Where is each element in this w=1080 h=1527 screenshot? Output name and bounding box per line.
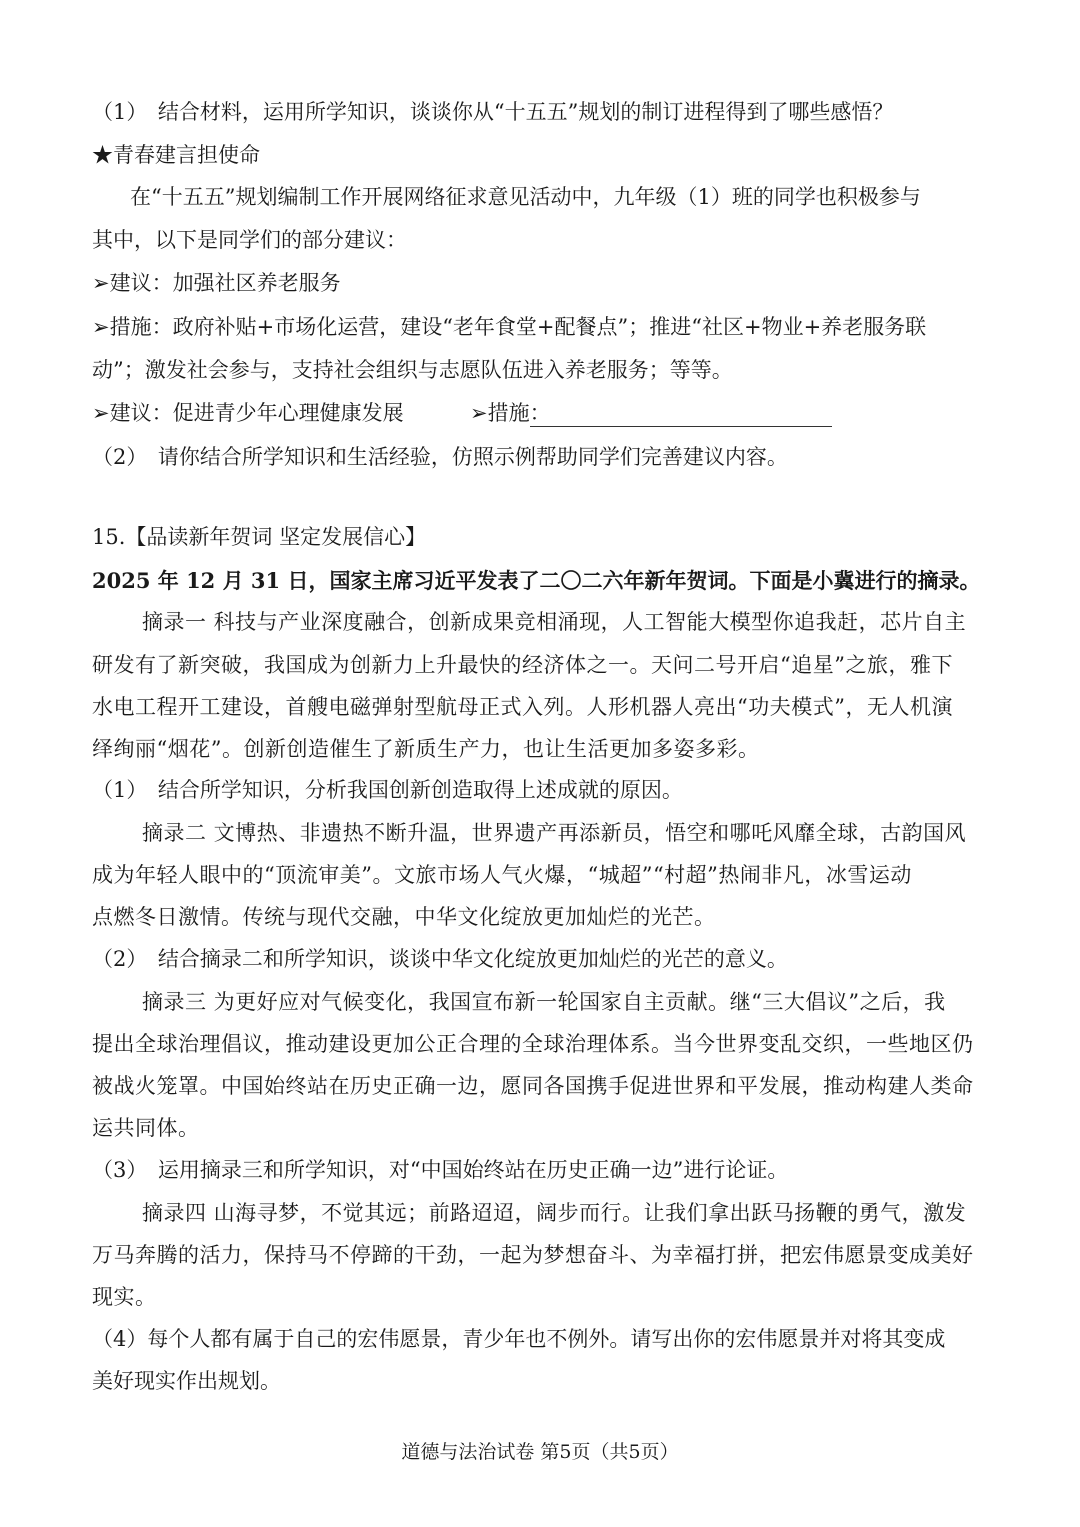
excerpt-3: 摘录三 为更好应对气候变化，我国宣布新一轮国家自主贡献。继“三大倡议”之后，我 [142, 990, 946, 1014]
suggestion-2: ➢建议：促进青少年心理健康发展 [92, 401, 404, 425]
intro-text: 在“十五五”规划编制工作开展网络征求意见活动中，九年级（1）班的同学也积极参与 [130, 185, 921, 209]
measure-2-label: ➢措施： [470, 401, 551, 425]
question-14-1: （1） 结合材料，运用所学知识，谈谈你从“十五五”规划的制订进程得到了哪些感悟？ [92, 100, 894, 124]
excerpt-2: 成为年轻人眼中的“顶流审美”。文旅市场人气火爆，“城超”“村超”热闹非凡，冰雪运动 [92, 863, 912, 887]
measure-1: 动”；激发社会参与，支持社会组织与志愿队伍进入养老服务；等等。 [92, 358, 733, 382]
measure-1: ➢措施：政府补贴+市场化运营，建设“老年食堂+配餐点”；推进“社区+物业+养老服务联 [92, 315, 927, 339]
question-15-4: 美好现实作出规划。 [92, 1369, 281, 1393]
excerpt-3: 提出全球治理倡议，推动建设更加公正合理的全球治理体系。当今世界变乱交织，一些地区仍 [92, 1032, 974, 1056]
excerpt-3: 被战火笼罩。中国始终站在历史正确一边，愿同各国携手促进世界和平发展，推动构建人类命 [92, 1074, 974, 1098]
question-15-2: （2） 结合摘录二和所学知识，谈谈中华文化绽放更加灿烂的光芒的意义。 [92, 947, 788, 971]
excerpt-2: 点燃冬日激情。传统与现代交融，中华文化绽放更加灿烂的光芒。 [92, 905, 716, 929]
intro-text: 其中，以下是同学们的部分建议： [92, 228, 407, 252]
question-15-3: （3） 运用摘录三和所学知识，对“中国始终站在历史正确一边”进行论证。 [92, 1158, 789, 1182]
question-15-4: （4）每个人都有属于自己的宏伟愿景，青少年也不例外。请写出你的宏伟愿景并对将其变成 [92, 1327, 946, 1351]
excerpt-1: 绎绚丽“烟花”。创新创造催生了新质生产力，也让生活更加多姿多彩。 [92, 737, 760, 761]
question-15-lead: 2025 年 12 月 31 日，国家主席习近平发表了二〇二六年新年贺词。下面是小冀进行的摘录。 [92, 568, 981, 593]
page-footer: 道德与法治试卷 第5页（共5页） [401, 1441, 679, 1463]
excerpt-1: 研发有了新突破，我国成为创新力上升最快的经济体之一。天问二号开启“追星”之旅，雅下 [92, 653, 953, 677]
excerpt-1: 摘录一 科技与产业深度融合，创新成果竞相涌现，人工智能大模型你追我赶，芯片自主 [142, 610, 967, 634]
question-14-2: （2） 请你结合所学知识和生活经验，仿照示例帮助同学们完善建议内容。 [92, 445, 788, 469]
question-15-1: （1） 结合所学知识，分析我国创新创造取得上述成就的原因。 [92, 778, 683, 802]
excerpt-2: 摘录二 文博热、非遗热不断升温，世界遗产再添新员，悟空和哪吒风靡全球，古韵国风 [142, 821, 967, 845]
excerpt-4: 万马奔腾的活力，保持马不停蹄的干劲，一起为梦想奋斗、为幸福打拼，把宏伟愿景变成美好 [92, 1243, 974, 1267]
question-15-title: 15.【品读新年贺词 坚定发展信心】 [92, 525, 427, 549]
excerpt-4: 摘录四 山海寻梦，不觉其远；前路迢迢，阔步而行。让我们拿出跃马扬鞭的勇气，激发 [142, 1201, 967, 1225]
excerpt-1: 水电工程开工建设，首艘电磁弹射型航母正式入列。人形机器人亮出“功夫模式”，无人机演 [92, 695, 953, 719]
excerpt-3: 运共同体。 [92, 1116, 200, 1140]
excerpt-4: 现实。 [92, 1285, 157, 1309]
suggestion-1: ➢建议：加强社区养老服务 [92, 271, 341, 295]
section-heading: ★青春建言担使命 [92, 143, 260, 167]
answer-blank[interactable] [530, 426, 832, 427]
